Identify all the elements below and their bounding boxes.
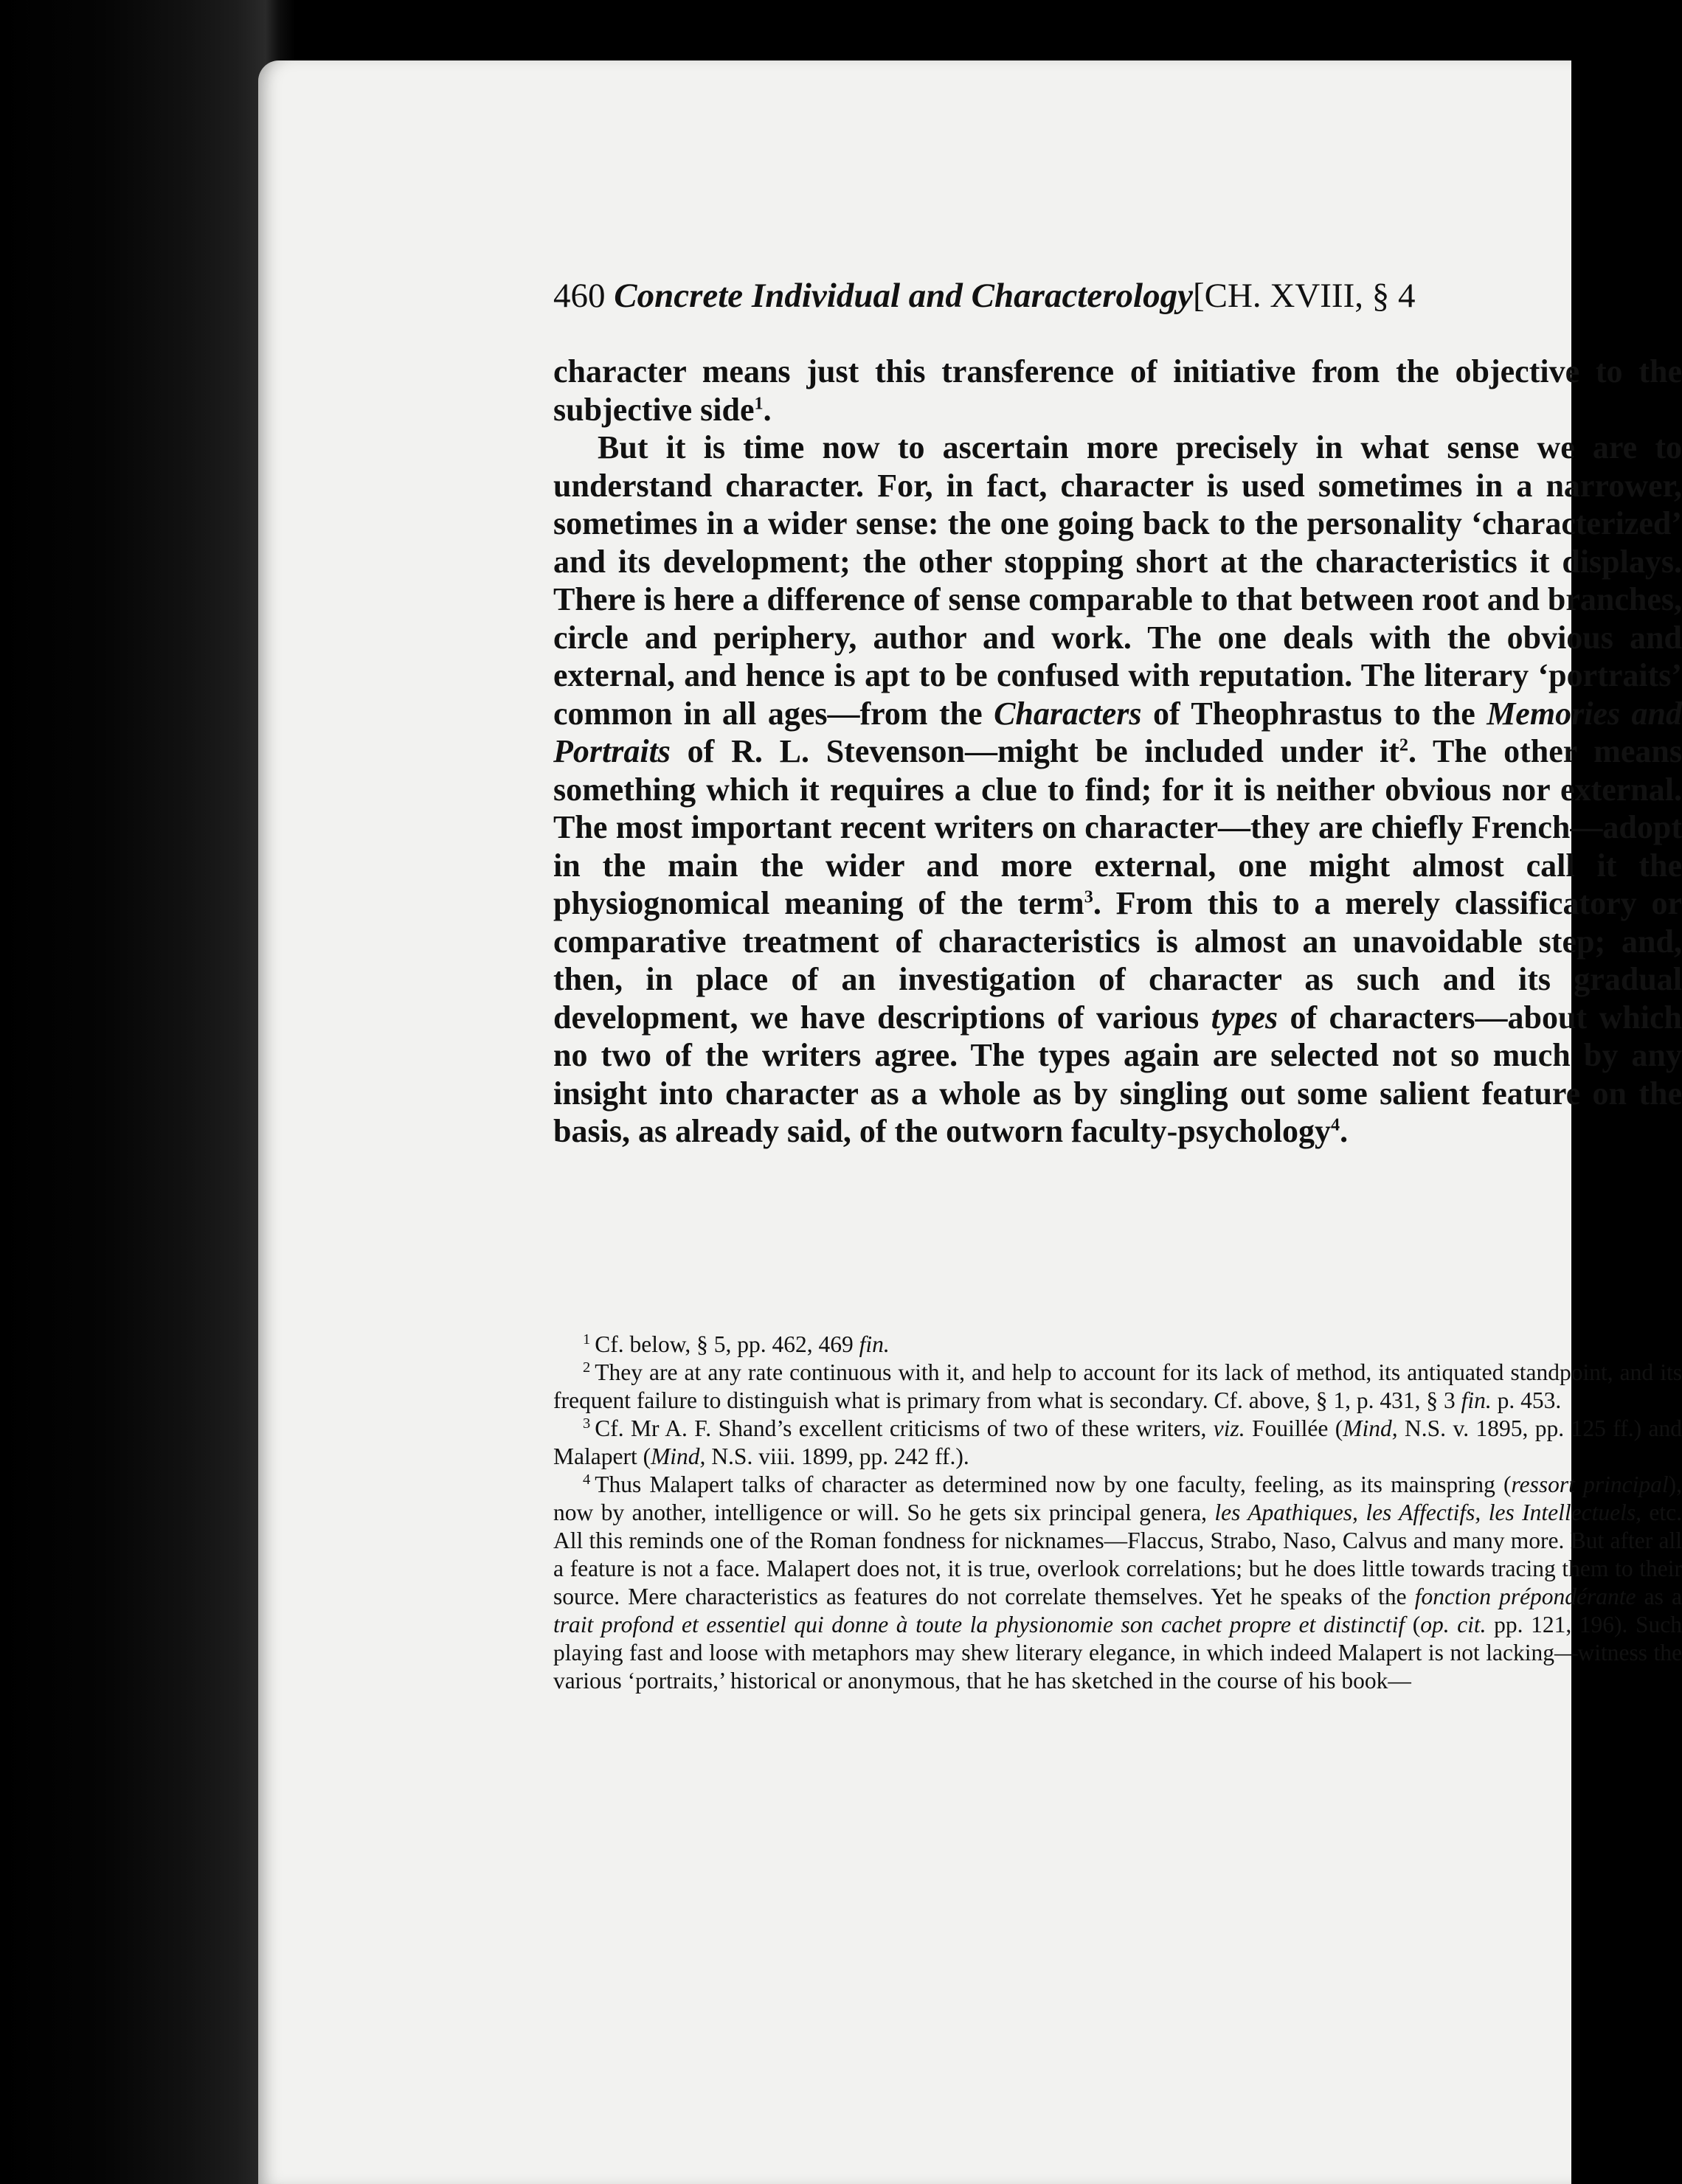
book-edge xyxy=(0,0,295,2184)
footnote-4-italic-5: op. cit. xyxy=(1420,1612,1487,1637)
footnote-ref-3: 3 xyxy=(1084,887,1093,907)
footnote-4-italic-1: ressort principal xyxy=(1511,1471,1669,1497)
book-page xyxy=(258,60,1682,2184)
footnote-4-italic-3: fonction prépondérante xyxy=(1414,1584,1636,1609)
paragraph-2-text-a: But it is time now to ascertain more precisely in what sense we are to understand character. For, in fact, character is used sometimes in a narrower, sometimes in a wider sense: the one going back to the personality ‘characterized’ and its development; the other stopping short at the characteristics it displays. There is here a difference of sense comparable to that between root and branches, circle and periphery, author and work. The one deals with the obvious and external, and hence is apt to be confused with reputation. The literary ‘portraits’ common in all ages—from the xyxy=(553,429,1682,732)
footnote-1-text: Cf. below, § 5, pp. 462, 469 xyxy=(595,1331,859,1357)
footnote-3-text-d: N.S. viii. 1899, pp. 242 ff.). xyxy=(705,1443,969,1469)
footnote-4-text-e: ( xyxy=(1405,1612,1421,1637)
paragraph-2-text-d: . The other means something which it requires a clue to find; for it is neither obvious nor external. The most important recent writers on character—they are chiefly French—adopt in the main the wider and more external, one might almost call it the physiognomical meaning of the term xyxy=(553,733,1682,921)
footnote-3-text-c: N.S. v. 1895, pp. 125 ff.) and Malapert ( xyxy=(553,1415,1682,1469)
footnote-ref-4: 4 xyxy=(1331,1114,1340,1135)
footnote-3-italic-viz: viz. xyxy=(1213,1415,1245,1441)
footnote-4-text-f: pp. 121, 196). Such playing fast and loose with metaphors may shew literary elegance, in which indeed Malapert is not lacking—witness the various ‘portraits,’ historical or anonymous, that he has sketched in the course of his book— xyxy=(553,1612,1682,1694)
footnote-3-text-b: Fouillée ( xyxy=(1245,1415,1343,1441)
footnote-ref-1: 1 xyxy=(754,392,764,413)
footnote-3 xyxy=(553,1415,1682,1471)
footnote-3-italic-mind-1: Mind, xyxy=(1343,1415,1398,1441)
footnote-3-italic-mind-2: Mind, xyxy=(651,1443,706,1469)
footnote-4 xyxy=(553,1471,1682,1695)
paragraph-2-end: . xyxy=(1340,1113,1349,1149)
footnote-2 xyxy=(553,1359,1682,1415)
paragraph-1-end: . xyxy=(763,391,772,428)
footnote-4-italic-2: les Apathiques, les Affectifs, les Intellectuels, xyxy=(1214,1500,1641,1525)
paragraph-2 xyxy=(553,429,1682,1151)
footnote-3-text-a: Cf. Mr A. F. Shand’s excellent criticisms of two of these writers, xyxy=(595,1415,1214,1441)
footnote-ref-2: 2 xyxy=(1399,735,1409,755)
footnote-2-text-a: They are at any rate continuous with it, and help to account for its lack of method, its antiquated standpoint, and its frequent failure to distinguish what is primary from what is secondary. Cf. above, § 1, p. 431, § 3 xyxy=(553,1359,1682,1413)
footnote-3-number: 3 xyxy=(583,1415,591,1432)
italic-types: types xyxy=(1211,999,1278,1036)
section-reference: [CH. XVIII, § 4 xyxy=(1192,277,1416,315)
italic-characters: Characters xyxy=(994,695,1142,732)
footnote-1-number: 1 xyxy=(583,1331,591,1348)
footnote-1-italic: fin. xyxy=(859,1331,890,1357)
footnote-4-text-a: Thus Malapert talks of character as determined now by one faculty, feeling, as its mainspring ( xyxy=(595,1471,1512,1497)
footnote-1 xyxy=(553,1331,1682,1359)
footnote-4-number: 4 xyxy=(583,1471,591,1488)
footnote-4-italic-4: trait profond et essentiel qui donne à toute la physionomie son cachet propre et distinctif xyxy=(553,1612,1405,1637)
footnote-2-number: 2 xyxy=(583,1359,591,1376)
italic-memories-and-portraits: Memories and Portraits xyxy=(553,695,1682,769)
paragraph-2-text-f: of characters—about which no two of the writers agree. The types again are selected not so much by any insight into character as a whole as by singling out some salient feature on the basis, as already said, of the outworn faculty-psychology xyxy=(553,999,1682,1149)
chapter-title: Concrete Individual and Characterology xyxy=(614,277,1193,315)
body-text xyxy=(553,353,1682,1151)
footnote-4-text-b: ), now by another, intelligence or will. So he gets six principal genera, xyxy=(553,1471,1682,1525)
footnote-4-text-d: as a xyxy=(1636,1584,1682,1609)
paragraph-2-text-b: of Theophrastus to the xyxy=(1141,695,1487,732)
paragraph-2-text-e: . From this to a merely classificatory or comparative treatment of characteristics is almost an unavoidable step; and, then, in place of an investigation of character as such and its gradual development, we have descriptions of various xyxy=(553,885,1682,1036)
footnote-2-text-b: p. 453. xyxy=(1491,1387,1562,1413)
footnotes xyxy=(553,1331,1682,1695)
footnote-2-italic: fin. xyxy=(1461,1387,1492,1413)
running-head xyxy=(553,279,1682,313)
footnote-4-text-c: etc. All this reminds one of the Roman fondness for nicknames—Flaccus, Strabo, Naso, Calvus and many more. But after all a feature is not a face. Malapert does not, it is true, overlook correlations; but he does little towards tracing them to their source. Mere characteristics as features do not correlate themselves. Yet he speaks of the xyxy=(553,1500,1682,1609)
paragraph-1 xyxy=(553,353,1682,429)
paragraph-1-text: character means just this transference of initiative from the objective to the subjective side xyxy=(553,353,1682,428)
paragraph-2-text-c: of R. L. Stevenson—might be included under it xyxy=(670,733,1399,769)
page-number: 460 xyxy=(553,277,606,315)
